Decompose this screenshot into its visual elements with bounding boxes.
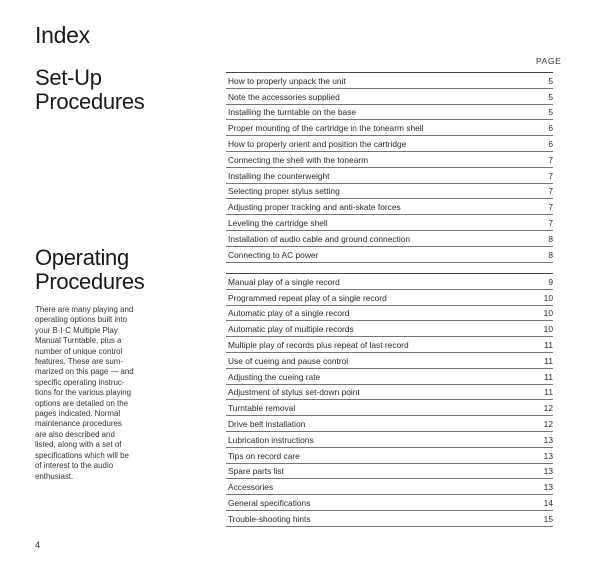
toc-row [226, 152, 553, 168]
intro-line: operating options built into [35, 315, 128, 325]
toc-entry-label: Automatic play of a single record [228, 308, 350, 319]
operating-procedures-title [35, 246, 145, 294]
toc-row [226, 120, 553, 136]
toc-entry-label: Adjusting the cueing rate [228, 371, 321, 382]
operating-toc-list [226, 273, 553, 527]
toc-row [226, 136, 553, 152]
toc-entry-page: 5 [548, 91, 553, 102]
intro-line: number of unique control [35, 346, 123, 356]
toc-entry-page: 7 [548, 170, 553, 181]
intro-line: of interest to the audio [35, 461, 114, 471]
toc-entry-page: 9 [548, 276, 553, 287]
toc-row [226, 306, 553, 322]
toc-entry-page: 6 [548, 138, 553, 149]
toc-entry-page: 8 [548, 249, 553, 260]
toc-entry-label: Selecting proper stylus setting [228, 186, 340, 197]
toc-entry-page: 7 [548, 186, 553, 197]
toc-entry-page: 12 [543, 403, 553, 414]
setup-title-line-2: Procedures [35, 89, 145, 114]
toc-entry-label: Accessories [228, 482, 274, 493]
intro-line: marized on this page — and [35, 367, 134, 377]
toc-entry-page: 11 [544, 339, 553, 350]
toc-entry-page: 7 [548, 202, 553, 213]
toc-row [226, 89, 553, 105]
toc-row [226, 184, 553, 200]
toc-entry-label: Spare parts list [228, 466, 284, 477]
toc-entry-label: Connecting the shell with the tonearm [228, 154, 369, 165]
setup-toc-list [226, 72, 553, 263]
toc-entry-label: Adjusting proper tracking and anti-skate forces [228, 202, 401, 213]
toc-entry-label: Adjustment of stylus set-down point [228, 387, 360, 398]
toc-entry-label: Manual play of a single record [228, 276, 340, 287]
intro-line: Manual Turntable, plus a [35, 336, 122, 346]
toc-entry-label: Lubrication instructions [228, 434, 314, 445]
intro-line: options are detailed on the [35, 398, 129, 408]
toc-entry-label: Trouble-shooting hints [228, 513, 311, 524]
toc-entry-page: 6 [548, 123, 553, 134]
intro-line: specifications which will be [35, 450, 129, 460]
toc-entry-page: 13 [543, 450, 553, 461]
toc-entry-page: 13 [543, 466, 553, 477]
toc-entry-label: Leveling the cartridge shell [228, 217, 328, 228]
toc-entry-label: Tips on record care [228, 450, 300, 461]
toc-entry-label: Connecting to AC power [228, 249, 319, 260]
setup-title-line-1: Set-Up [35, 65, 102, 90]
toc-entry-page: 5 [548, 75, 553, 86]
toc-row [226, 479, 553, 495]
intro-line: are also described and [35, 429, 115, 439]
intro-line: listed, along with a set of [35, 440, 122, 450]
toc-entry-page: 8 [548, 233, 553, 244]
operating-title-line-1: Operating [35, 245, 129, 270]
intro-line: your B·I·C Multiple Play [35, 325, 118, 335]
toc-row [226, 321, 553, 337]
toc-entry-label: Automatic play of multiple records [228, 324, 354, 335]
toc-row [226, 416, 553, 432]
toc-entry-page: 10 [543, 324, 553, 335]
toc-entry-label: Programmed repeat play of a single record [228, 292, 387, 303]
intro-line: features. These are sum- [35, 357, 124, 367]
toc-entry-page: 12 [543, 418, 553, 429]
toc-entry-label: Proper mounting of the cartridge in the tonearm shell [228, 123, 424, 134]
index-title: Index [35, 22, 90, 48]
toc-entry-page: 13 [543, 482, 553, 493]
toc-row [226, 199, 553, 215]
page-number: 4 [35, 540, 41, 550]
toc-entry-page: 10 [543, 308, 553, 319]
toc-row [226, 432, 553, 448]
toc-row [226, 495, 553, 511]
intro-line: tions for the various playing [35, 388, 132, 398]
toc-row [226, 274, 553, 290]
toc-row [226, 353, 553, 369]
intro-line: There are many playing and [35, 305, 134, 314]
toc-row [226, 215, 553, 231]
operating-intro-paragraph [35, 305, 155, 482]
toc-row [226, 400, 553, 416]
intro-line: specific operating instruc- [35, 377, 125, 387]
toc-row [226, 511, 553, 527]
toc-row [226, 73, 553, 89]
toc-entry-label: Turntable removal [228, 403, 296, 414]
toc-entry-label: How to properly unpack the unit [228, 75, 346, 86]
setup-procedures-title [35, 66, 145, 114]
toc-row [226, 290, 553, 306]
toc-entry-page: 5 [548, 107, 553, 118]
toc-row [226, 369, 553, 385]
toc-entry-page: 13 [543, 434, 553, 445]
operating-title-line-2: Procedures [35, 269, 145, 294]
toc-entry-label: Installing the counterweight [228, 170, 330, 181]
toc-entry-label: How to properly orient and position the cartridge [228, 138, 407, 149]
toc-entry-label: Note the accessories supplied [228, 91, 340, 102]
toc-entry-label: General specifications [228, 497, 311, 508]
toc-entry-label: Installing the turntable on the base [228, 107, 357, 118]
toc-row [226, 448, 553, 464]
toc-entry-page: 10 [543, 292, 553, 303]
toc-row [226, 231, 553, 247]
toc-row [226, 337, 553, 353]
toc-entry-page: 11 [544, 355, 553, 366]
toc-entry-label: Use of cueing and pause control [228, 355, 349, 366]
intro-line: maintenance procedures [35, 419, 122, 429]
toc-entry-page: 7 [548, 154, 553, 165]
toc-row [226, 105, 553, 121]
toc-row [226, 247, 553, 263]
toc-row [226, 168, 553, 184]
page-column-header: PAGE [536, 56, 562, 66]
toc-entry-page: 7 [548, 217, 553, 228]
toc-entry-label: Installation of audio cable and ground connection [228, 233, 411, 244]
toc-entry-page: 11 [544, 371, 553, 382]
toc-entry-label: Multiple play of records plus repeat of last record [228, 339, 409, 350]
toc-entry-label: Drive belt installation [228, 418, 306, 429]
toc-row [226, 464, 553, 480]
toc-row [226, 385, 553, 401]
intro-line: enthusiast. [35, 471, 74, 481]
toc-entry-page: 11 [544, 387, 553, 398]
toc-entry-page: 15 [543, 513, 553, 524]
toc-entry-page: 14 [543, 497, 553, 508]
intro-line: pages indicated. Normal [35, 409, 121, 419]
